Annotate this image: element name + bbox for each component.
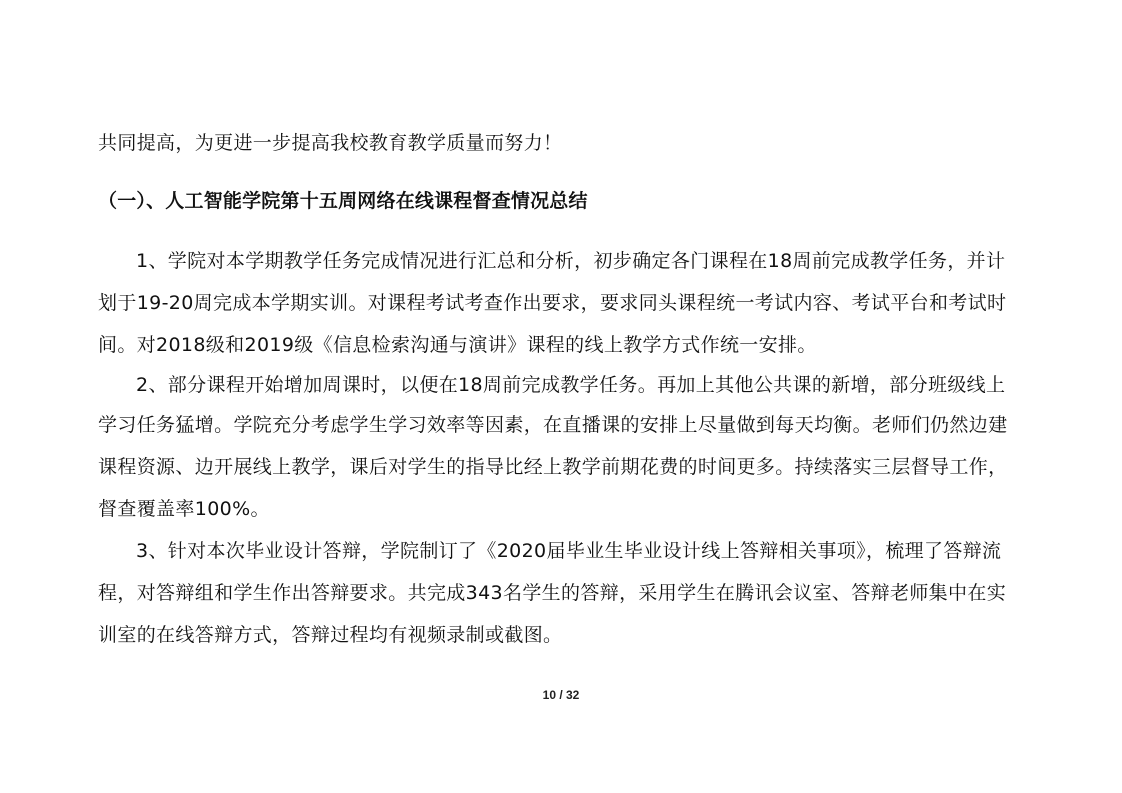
paragraph-2-line-2: 学习任务猛增。学院充分考虑学生学习效率等因素，在直播课的安排上尽量做到每天均衡。老师们仍然边建 — [98, 414, 1008, 436]
paragraph-2-line-1: 2、部分课程开始增加周课时，以便在18周前完成教学任务。再加上其他公共课的新增，部分班级线上 — [136, 374, 1006, 396]
paragraph-2-line-3: 课程资源、边开展线上教学，课后对学生的指导比经上教学前期花费的时间更多。持续落实三层督导工作， — [98, 456, 1008, 478]
paragraph-3-line-1: 3、针对本次毕业设计答辩，学院制订了《2020届毕业生毕业设计线上答辩相关事项》，梳理了答辩流 — [136, 540, 1002, 562]
paragraph-2-line-4: 督查覆盖率100%。 — [98, 498, 270, 520]
paragraph-3-line-2: 程，对答辩组和学生作出答辩要求。共完成343名学生的答辩，采用学生在腾讯会议室、答辩老师集中在实 — [98, 582, 1007, 604]
page-number: 10 / 32 — [542, 688, 580, 702]
section-heading: （一）、人工智能学院第十五周网络在线课程督查情况总结 — [98, 190, 588, 212]
paragraph-1-line-3: 间。对2018级和2019级《信息检索沟通与演讲》课程的线上教学方式作统一安排。 — [98, 334, 817, 356]
paragraph-1-line-2: 划于19-20周完成本学期实训。对课程考试考查作出要求，要求同头课程统一考试内容、考试平台和考试时 — [98, 292, 1007, 314]
paragraph-1-line-1: 1、学院对本学期教学任务完成情况进行汇总和分析，初步确定各门课程在18周前完成教学任务，并计 — [136, 250, 1006, 272]
paragraph-3-line-3: 训室的在线答辩方式，答辩过程均有视频录制或截图。 — [98, 624, 563, 646]
intro-line: 共同提高，为更进一步提高我校教育教学质量而努力！ — [98, 132, 563, 154]
